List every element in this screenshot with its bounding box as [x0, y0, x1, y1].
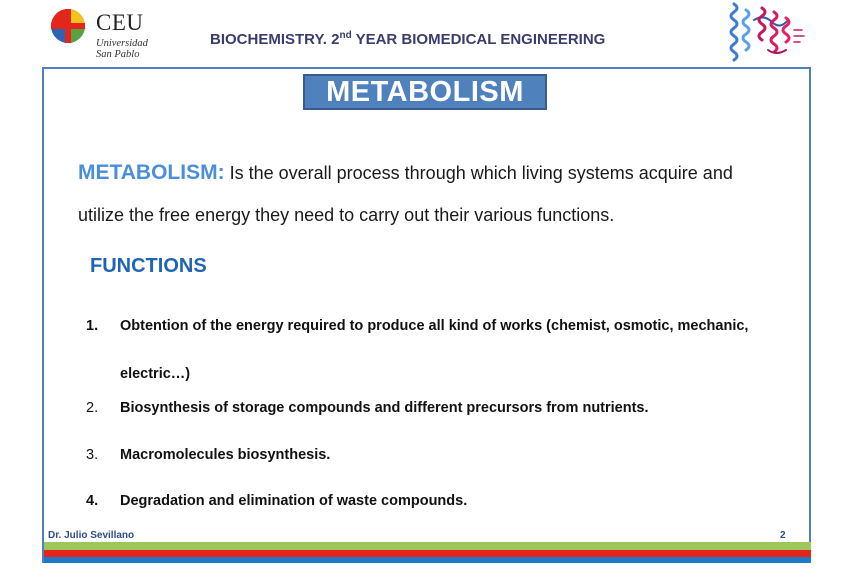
logo-subtitle — [96, 38, 148, 60]
function-text: Macromolecules biosynthesis. — [120, 447, 331, 463]
function-text: Obtention of the energy required to produce all kind of works (chemist, osmotic, mechanic, electric…) — [120, 318, 749, 382]
definition-term: METABOLISM: — [78, 161, 225, 184]
logo-name: CEU — [96, 10, 144, 35]
logo-sub-line2: San Pablo — [96, 49, 140, 60]
definition-paragraph — [78, 152, 778, 236]
function-item — [86, 302, 786, 398]
course-title — [210, 30, 605, 48]
ceu-cross-icon — [50, 8, 86, 44]
course-superscript: nd — [339, 30, 352, 41]
logo-sub-line1: Universidad — [96, 38, 148, 49]
function-number: 2. — [86, 400, 99, 416]
function-text: Degradation and elimination of waste compounds. — [120, 493, 468, 509]
function-item — [86, 396, 786, 420]
function-item — [86, 489, 786, 513]
ceu-logo — [48, 8, 178, 64]
course-suffix: YEAR BIOMEDICAL ENGINEERING — [351, 31, 606, 48]
author-name: Dr. Julio Sevillano — [48, 530, 135, 541]
course-prefix: BIOCHEMISTRY. 2 — [210, 31, 340, 48]
page-number: 2 — [780, 530, 786, 541]
function-number: 3. — [86, 447, 99, 463]
footer-stripe-green — [44, 542, 811, 550]
function-number: 1. — [86, 318, 99, 334]
function-number: 4. — [86, 493, 99, 509]
slide-title: METABOLISM — [303, 74, 547, 110]
definition-text: Is the overall process through which living systems acquire and utilize the free energy they need to carry out their various functions. — [78, 163, 733, 225]
footer-stripe-blue — [44, 557, 811, 563]
function-text: Biosynthesis of storage compounds and different precursors from nutrients. — [120, 400, 649, 416]
function-item — [86, 443, 786, 467]
protein-structure-icon — [724, 0, 810, 66]
footer-stripe-red — [44, 550, 811, 557]
functions-heading: FUNCTIONS — [90, 255, 207, 277]
